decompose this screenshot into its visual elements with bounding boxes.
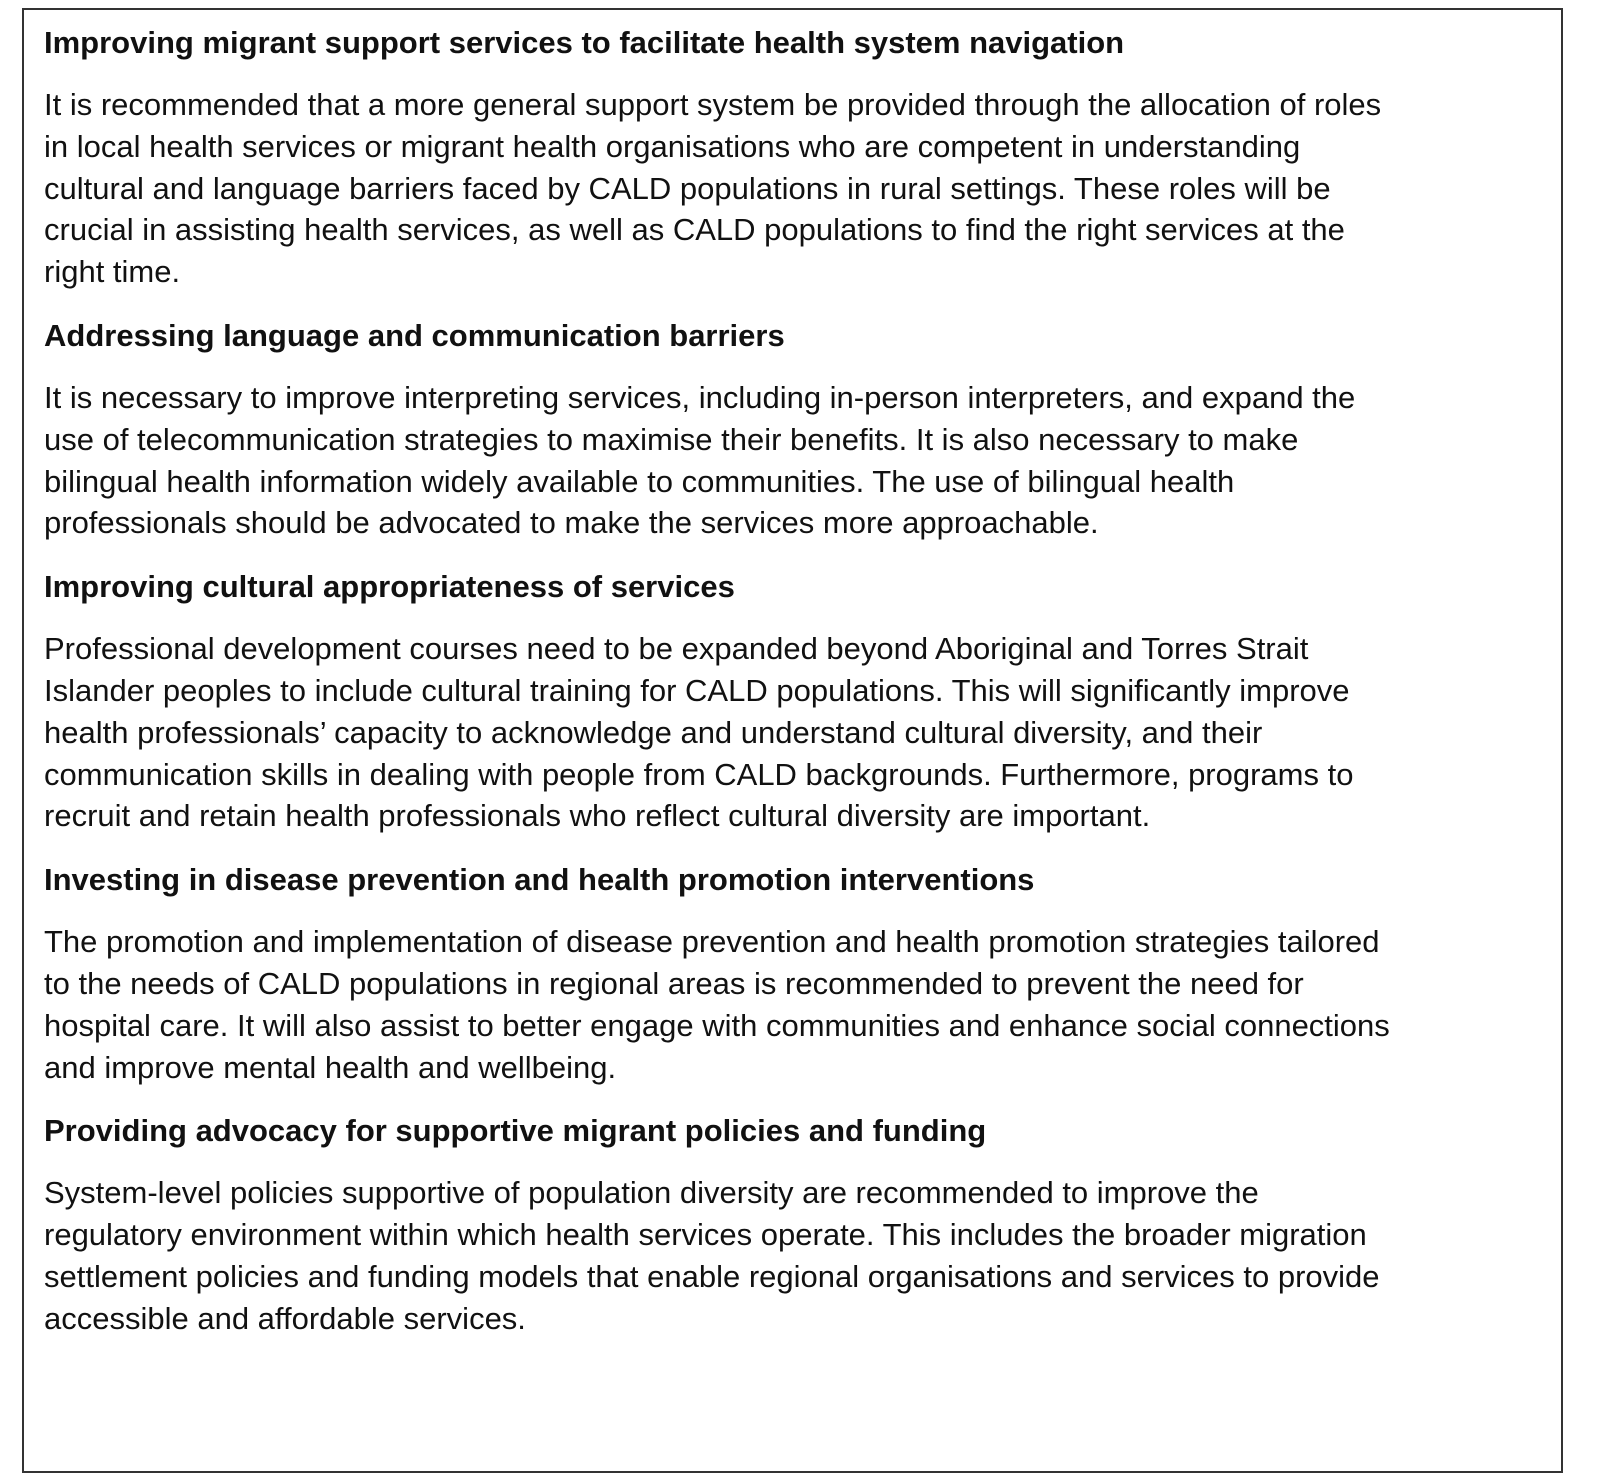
body-line: and improve mental health and wellbeing. xyxy=(44,1049,617,1085)
body-line: to the needs of CALD populations in regional areas is recommended to prevent the need for xyxy=(44,965,1304,1001)
body-line: regulatory environment within which health services operate. This includes the broader migration xyxy=(44,1217,1367,1253)
body-line: use of telecommunication strategies to maximise their benefits. It is also necessary to make xyxy=(44,421,1299,457)
body-line: The promotion and implementation of disease prevention and health promotion strategies tailored xyxy=(44,924,1380,960)
body-line: accessible and affordable services. xyxy=(44,1300,526,1336)
body-line: Professional development courses need to be expanded beyond Aboriginal and Torres Strait xyxy=(44,631,1309,667)
body-line: crucial in assisting health services, as well as CALD populations to find the right services at the xyxy=(44,212,1345,248)
section-body xyxy=(44,1172,1544,1339)
recommendations-box xyxy=(22,8,1563,1473)
body-line: It is recommended that a more general support system be provided through the allocation of roles xyxy=(44,87,1382,122)
section-migrant-support xyxy=(44,22,1544,293)
section-language-barriers xyxy=(44,315,1544,544)
section-cultural-appropriateness xyxy=(44,566,1544,837)
section-body xyxy=(44,628,1544,837)
recommendations-content xyxy=(44,22,1544,1340)
section-advocacy-policies xyxy=(44,1110,1544,1339)
body-line: right time. xyxy=(44,254,181,290)
section-body xyxy=(44,84,1544,293)
body-line: hospital care. It will also assist to better engage with communities and enhance social connections xyxy=(44,1007,1390,1043)
body-line: Islander peoples to include cultural training for CALD populations. This will significantly improve xyxy=(44,672,1350,708)
body-line: communication skills in dealing with people from CALD backgrounds. Furthermore, programs to xyxy=(44,756,1354,792)
body-line: System-level policies supportive of population diversity are recommended to improve the xyxy=(44,1175,1259,1211)
body-line: It is necessary to improve interpreting services, including in-person interpreters, and expand the xyxy=(44,379,1356,415)
section-disease-prevention xyxy=(44,859,1544,1088)
body-line: in local health services or migrant health organisations who are competent in understanding xyxy=(44,128,1301,164)
section-title: Improving migrant support services to facilitate health system navigation xyxy=(44,25,1125,60)
body-line: cultural and language barriers faced by CALD populations in rural settings. These roles will be xyxy=(44,170,1331,206)
section-body xyxy=(44,377,1544,544)
section-title: Investing in disease prevention and health promotion interventions xyxy=(44,862,1035,898)
body-line: health professionals’ capacity to acknowledge and understand cultural diversity, and their xyxy=(44,714,1263,750)
section-body xyxy=(44,921,1544,1088)
body-line: bilingual health information widely available to communities. The use of bilingual health xyxy=(44,463,1235,499)
section-title: Improving cultural appropriateness of services xyxy=(44,569,735,605)
section-title: Providing advocacy for supportive migrant policies and funding xyxy=(44,1113,987,1149)
body-line: settlement policies and funding models that enable regional organisations and services to provide xyxy=(44,1258,1380,1294)
body-line: professionals should be advocated to make the services more approachable. xyxy=(44,505,1099,541)
body-line: recruit and retain health professionals who reflect cultural diversity are important. xyxy=(44,798,1151,834)
section-title: Addressing language and communication barriers xyxy=(44,317,785,353)
